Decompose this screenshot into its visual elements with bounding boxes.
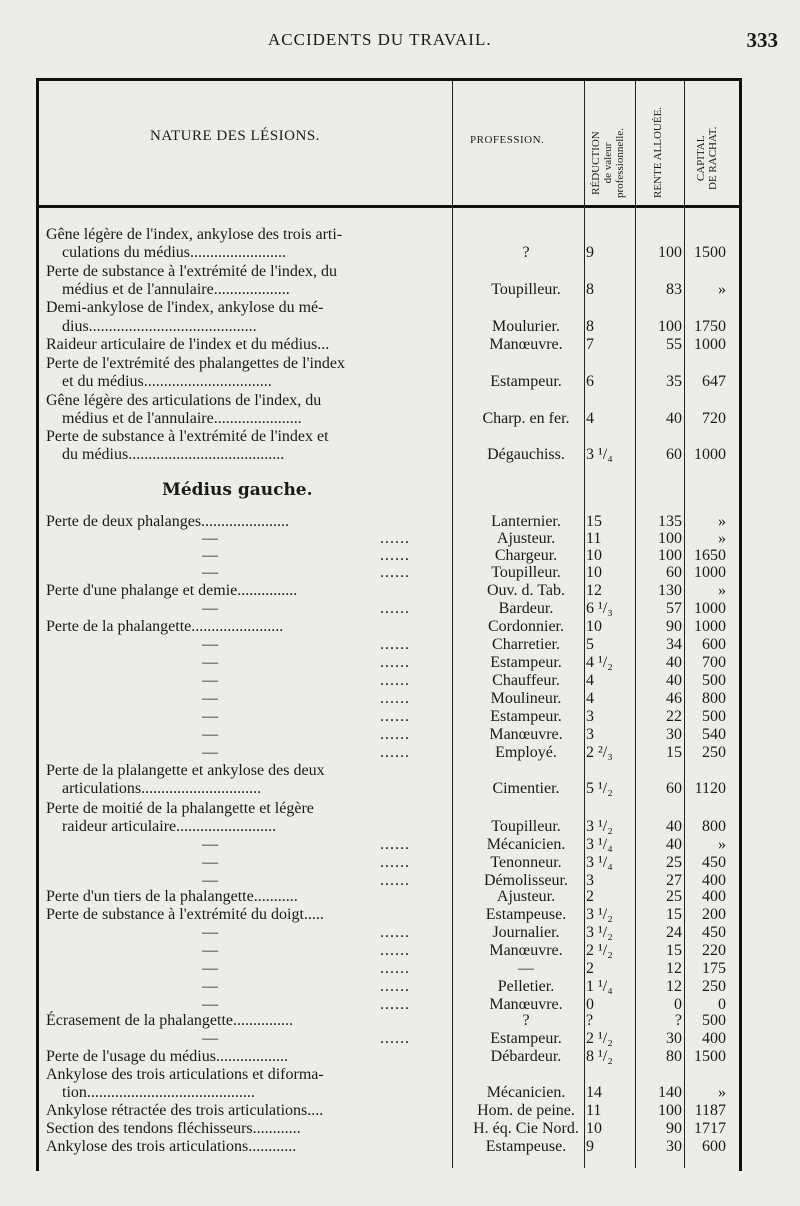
rente-cell: 100 [658,318,682,335]
lesion-text: articulations.............................. [62,780,262,797]
reduction-cell: 10 [586,547,602,564]
rente-cell: 40 [666,654,682,671]
rente-cell: 60 [666,564,682,581]
reduction-cell: 11 [586,1102,602,1119]
profession-cell: Bardeur. [498,600,554,617]
leader-dots: ...... [380,924,410,941]
column-header-reduction: RÉDUCTION de valeur professionnelle. [590,128,626,198]
capital-cell: 450 [702,924,726,941]
reduction-cell: 2 ¹/₂ [586,1030,613,1047]
table-row [0,226,800,244]
profession-cell: H. éq. Cie Nord. [473,1120,579,1137]
table-row [0,1138,800,1156]
table-row [0,299,800,317]
profession-cell: Pelletier. [497,978,555,995]
table-row [0,636,800,654]
ditto-mark: — [202,872,218,889]
reduction-cell: 4 ¹/₂ [586,654,613,671]
reduction-cell: 3 [586,872,594,889]
reduction-cell: 2 [586,888,594,905]
ditto-mark: — [202,600,218,617]
reduction-cell: 2 [586,960,594,977]
reduction-cell: 3 [586,726,594,743]
lesion-text: Perte de l'usage du médius.................. [46,1048,288,1065]
leader-dots: ...... [380,726,410,743]
ditto-mark: — [202,690,218,707]
profession-cell: Estampeur. [490,708,562,725]
reduction-cell: 2 ¹/₂ [586,942,613,959]
lesion-text: Ankylose des trois articulations et diforma- [46,1066,324,1083]
lesion-text: Demi-ankylose de l'index, ankylose du mé- [46,299,324,316]
table-row [0,654,800,672]
lesion-text: et du médius................................ [62,373,272,390]
capital-cell: 400 [702,1030,726,1047]
profession-cell: Employé. [495,744,557,761]
reduction-cell: 3 ¹/₄ [586,836,613,853]
leader-dots: ...... [380,530,410,547]
capital-cell: » [718,836,726,853]
rente-cell: 83 [666,281,682,298]
running-head [0,30,800,60]
reduction-cell: 3 ¹/₂ [586,818,613,835]
leader-dots: ...... [380,636,410,653]
lesion-text: Perte de deux phalanges...................... [46,513,290,530]
table-row [0,582,800,600]
rente-cell: 100 [658,530,682,547]
capital-cell: 500 [702,708,726,725]
table-row [0,618,800,636]
profession-cell: Lanternier. [491,513,561,530]
leader-dots: ...... [380,547,410,564]
ditto-mark: — [202,960,218,977]
capital-cell: 647 [702,373,726,390]
profession-cell: Estampeur. [490,1030,562,1047]
lesion-text: Perte de la phalangette....................... [46,618,284,635]
lesion-text: Gêne légère des articulations de l'index, du [46,392,322,409]
capital-cell: 800 [702,690,726,707]
profession-cell: Journalier. [492,924,560,941]
reduction-cell: 3 ¹/₄ [586,854,613,871]
ditto-mark: — [202,564,218,581]
ditto-mark: — [202,996,218,1013]
rente-cell: 12 [666,960,682,977]
lesion-text: Perte d'une phalange et demie............... [46,582,298,599]
ditto-mark: — [202,530,218,547]
table-row [0,960,800,978]
table-row [0,818,800,836]
running-title: ACCIDENTS DU TRAVAIL. [268,30,492,49]
capital-cell: 1500 [694,1048,726,1065]
capital-cell: 1187 [694,1102,726,1119]
reduction-cell: 14 [586,1084,602,1101]
ditto-mark: — [202,672,218,689]
reduction-cell: ? [586,1012,594,1029]
ditto-mark: — [202,547,218,564]
profession-cell: Toupilleur. [491,818,561,835]
lesion-text: Gêne légère de l'index, ankylose des trois arti- [46,226,343,243]
ditto-mark: — [202,854,218,871]
leader-dots: ...... [380,690,410,707]
reduction-cell: 5 ¹/₂ [586,780,613,797]
rente-cell: 22 [666,708,682,725]
reduction-cell: 12 [586,582,602,599]
capital-cell: 1500 [694,244,726,261]
table-row [0,888,800,906]
table-row [0,800,800,818]
table-row [0,244,800,262]
ditto-mark: — [202,636,218,653]
capital-cell: 250 [702,978,726,995]
table-row [0,530,800,548]
table-row [0,428,800,446]
reduction-cell: 10 [586,1120,602,1137]
capital-cell: 1717 [694,1120,726,1137]
capital-cell: » [718,530,726,547]
ditto-mark: — [202,978,218,995]
rente-cell: 0 [674,996,682,1013]
capital-cell: 720 [702,410,726,427]
rente-cell: 15 [666,744,682,761]
capital-cell: 1000 [694,564,726,581]
capital-cell: 1000 [694,336,726,353]
profession-cell: Chauffeur. [492,672,560,689]
ditto-mark: — [202,1030,218,1047]
table-row [0,854,800,872]
capital-cell: 400 [702,888,726,905]
table-row [0,564,800,582]
table-row [0,780,800,798]
lesion-text: raideur articulaire......................... [62,818,277,835]
profession-cell: Manœuvre. [489,996,563,1013]
ditto-mark: — [202,726,218,743]
reduction-cell: 11 [586,530,602,547]
rente-cell: 30 [666,726,682,743]
profession-cell: Dégauchiss. [487,446,565,463]
table-row [0,924,800,942]
rente-cell: 135 [658,513,682,530]
profession-cell: ? [522,244,530,261]
rente-cell: 24 [666,924,682,941]
leader-dots: ...... [380,836,410,853]
profession-cell: Estampeur. [490,654,562,671]
reduction-cell: 3 ¹/₂ [586,906,613,923]
capital-cell: 1120 [694,780,726,797]
capital-cell: 250 [702,744,726,761]
leader-dots: ...... [380,1030,410,1047]
reduction-cell: 8 [586,318,594,335]
lesion-text: Perte de substance à l'extrémité du doigt..... [46,906,324,923]
leader-dots: ...... [380,600,410,617]
rente-cell: 46 [666,690,682,707]
reduction-cell: 15 [586,513,602,530]
reduction-cell: 0 [586,996,594,1013]
capital-cell: 1650 [694,547,726,564]
table-row [0,336,800,354]
ditto-mark: — [202,708,218,725]
table-row [0,547,800,565]
leader-dots: ...... [380,708,410,725]
leader-dots: ...... [380,564,410,581]
table-row [0,672,800,690]
reduction-cell: 5 [586,636,594,653]
rente-cell: 55 [666,336,682,353]
rente-cell: 100 [658,244,682,261]
lesion-text: médius et de l'annulaire................... [62,281,290,298]
profession-cell: Ajusteur. [496,888,556,905]
profession-cell: Manœuvre. [489,336,563,353]
rente-cell: 30 [666,1030,682,1047]
table-row [0,281,800,299]
leader-dots: ...... [380,996,410,1013]
table-row [0,355,800,373]
reduction-cell: 6 ¹/₃ [586,600,613,617]
capital-cell: 800 [702,818,726,835]
lesion-text: Perte de moitié de la phalangette et légère [46,800,314,817]
reduction-cell: 10 [586,618,602,635]
lesion-text: Ankylose des trois articulations............ [46,1138,297,1155]
capital-cell: 1000 [694,446,726,463]
capital-cell: 600 [702,1138,726,1155]
capital-cell: 220 [702,942,726,959]
rente-cell: ? [674,1012,682,1029]
rente-cell: 130 [658,582,682,599]
rente-cell: 40 [666,410,682,427]
table-row [0,392,800,410]
rente-cell: 40 [666,818,682,835]
rente-cell: 27 [666,872,682,889]
profession-cell: Estampeur. [490,373,562,390]
table-row [0,1030,800,1048]
leader-dots: ...... [380,872,410,889]
capital-cell: » [718,513,726,530]
reduction-cell: 10 [586,564,602,581]
table-row [0,708,800,726]
rente-cell: 100 [658,1102,682,1119]
capital-cell: 500 [702,672,726,689]
lesion-text: médius et de l'annulaire...................... [62,410,302,427]
rente-cell: 30 [666,1138,682,1155]
profession-cell: ? [522,1012,530,1029]
leader-dots: ...... [380,960,410,977]
capital-cell: 700 [702,654,726,671]
column-header-profession: PROFESSION. [470,134,545,146]
ditto-mark: — [202,836,218,853]
profession-cell: Charp. en fer. [482,410,570,427]
capital-cell: » [718,1084,726,1101]
profession-cell: Cimentier. [492,780,560,797]
ditto-mark: — [202,924,218,941]
profession-cell: Toupilleur. [491,564,561,581]
table-row [0,1012,800,1030]
reduction-cell: 4 [586,672,594,689]
table-row [0,762,800,780]
rente-cell: 15 [666,906,682,923]
lesion-text: dius.......................................... [62,318,257,335]
profession-cell: Mécanicien. [486,1084,566,1101]
profession-cell: — [518,960,534,977]
profession-cell: Toupilleur. [491,281,561,298]
table-row [0,836,800,854]
rente-cell: 40 [666,836,682,853]
rente-cell: 140 [658,1084,682,1101]
rente-cell: 60 [666,780,682,797]
page-number: 333 [746,28,778,52]
rente-cell: 35 [666,373,682,390]
rente-cell: 34 [666,636,682,653]
column-header-nature: NATURE DES LÉSIONS. [150,128,320,144]
lesion-text: tion.......................................... [62,1084,255,1101]
profession-cell: Estampeuse. [485,906,567,923]
leader-dots: ...... [380,942,410,959]
lesion-text: Perte de la plalangette et ankylose des deux [46,762,325,779]
column-header-capital: CAPITAL DE RACHAT. [695,126,719,190]
ditto-mark: — [202,654,218,671]
table-row [0,690,800,708]
lesion-text: Perte d'un tiers de la phalangette........... [46,888,298,905]
header-rule [36,205,739,208]
capital-cell: 540 [702,726,726,743]
lesion-text: Section des tendons fléchisseurs............ [46,1120,301,1137]
reduction-cell: 3 ¹/₂ [586,924,613,941]
capital-cell: 400 [702,872,726,889]
ditto-mark: — [202,942,218,959]
table-row [0,263,800,281]
profession-cell: Mécanicien. [486,836,566,853]
reduction-cell: 8 [586,281,594,298]
profession-cell: Moulineur. [490,690,562,707]
profession-cell: Moulurier. [492,318,560,335]
reduction-cell: 1 ¹/₄ [586,978,613,995]
profession-cell: Ouv. d. Tab. [487,582,565,599]
rente-cell: 90 [666,618,682,635]
rente-cell: 90 [666,1120,682,1137]
lesion-text: Ankylose rétractée des trois articulations.... [46,1102,324,1119]
table-row [0,726,800,744]
capital-cell: 175 [702,960,726,977]
capital-cell: 1000 [694,600,726,617]
rente-cell: 25 [666,854,682,871]
rente-cell: 60 [666,446,682,463]
table-row [0,906,800,924]
table-row [0,600,800,618]
leader-dots: ...... [380,654,410,671]
capital-cell: 1750 [694,318,726,335]
reduction-cell: 9 [586,1138,594,1155]
reduction-cell: 2 ²/₃ [586,744,613,761]
table-row [0,744,800,762]
leader-dots: ...... [380,672,410,689]
rente-cell: 40 [666,672,682,689]
rente-cell: 100 [658,547,682,564]
leader-dots: ...... [380,854,410,871]
section-title: Médius gauche. [162,480,313,500]
lesion-text: Perte de substance à l'extrémité de l'index, du [46,263,337,280]
table-row [0,1102,800,1120]
reduction-cell: 4 [586,410,594,427]
leader-dots: ...... [380,978,410,995]
reduction-cell: 7 [586,336,594,353]
ditto-mark: — [202,744,218,761]
table-row [0,978,800,996]
column-header-rente: RENTE ALLOUÉE. [652,106,664,198]
capital-cell: 450 [702,854,726,871]
leader-dots: ...... [380,744,410,761]
lesion-text: du médius....................................... [62,446,285,463]
reduction-cell: 8 ¹/₂ [586,1048,613,1065]
table-row [0,1120,800,1138]
profession-cell: Charretier. [492,636,560,653]
capital-cell: 0 [718,996,726,1013]
table-row [0,942,800,960]
rente-cell: 80 [666,1048,682,1065]
capital-cell: 500 [702,1012,726,1029]
table-row [0,1084,800,1102]
capital-cell: 600 [702,636,726,653]
profession-cell: Estampeuse. [485,1138,567,1155]
table-row [0,513,800,531]
lesion-text: Raideur articulaire de l'index et du médius... [46,336,330,353]
reduction-cell: 3 ¹/₄ [586,446,613,463]
rente-cell: 15 [666,942,682,959]
reduction-cell: 3 [586,708,594,725]
lesion-text: Écrasement de la phalangette............... [46,1012,294,1029]
rente-cell: 57 [666,600,682,617]
profession-cell: Tenonneur. [490,854,562,871]
table-row [0,1048,800,1066]
profession-cell: Cordonnier. [488,618,564,635]
rente-cell: 25 [666,888,682,905]
table-row [0,1066,800,1084]
capital-cell: » [718,281,726,298]
rente-cell: 12 [666,978,682,995]
profession-cell: Ajusteur. [496,530,556,547]
capital-cell: 200 [702,906,726,923]
profession-cell: Manœuvre. [489,726,563,743]
reduction-cell: 6 [586,373,594,390]
profession-cell: Démolisseur. [484,872,568,889]
lesion-text: Perte de l'extrémité des phalangettes de l'index [46,355,345,372]
profession-cell: Manœuvre. [489,942,563,959]
table-row [0,318,800,336]
table-row [0,373,800,391]
reduction-cell: 4 [586,690,594,707]
table-row [0,410,800,428]
profession-cell: Hom. de peine. [477,1102,575,1119]
profession-cell: Débardeur. [490,1048,562,1065]
capital-cell: » [718,582,726,599]
profession-cell: Chargeur. [494,547,558,564]
capital-cell: 1000 [694,618,726,635]
reduction-cell: 9 [586,244,594,261]
lesion-text: Perte de substance à l'extrémité de l'index et [46,428,329,445]
table-row [0,446,800,464]
lesion-text: culations du médius........................ [62,244,286,261]
